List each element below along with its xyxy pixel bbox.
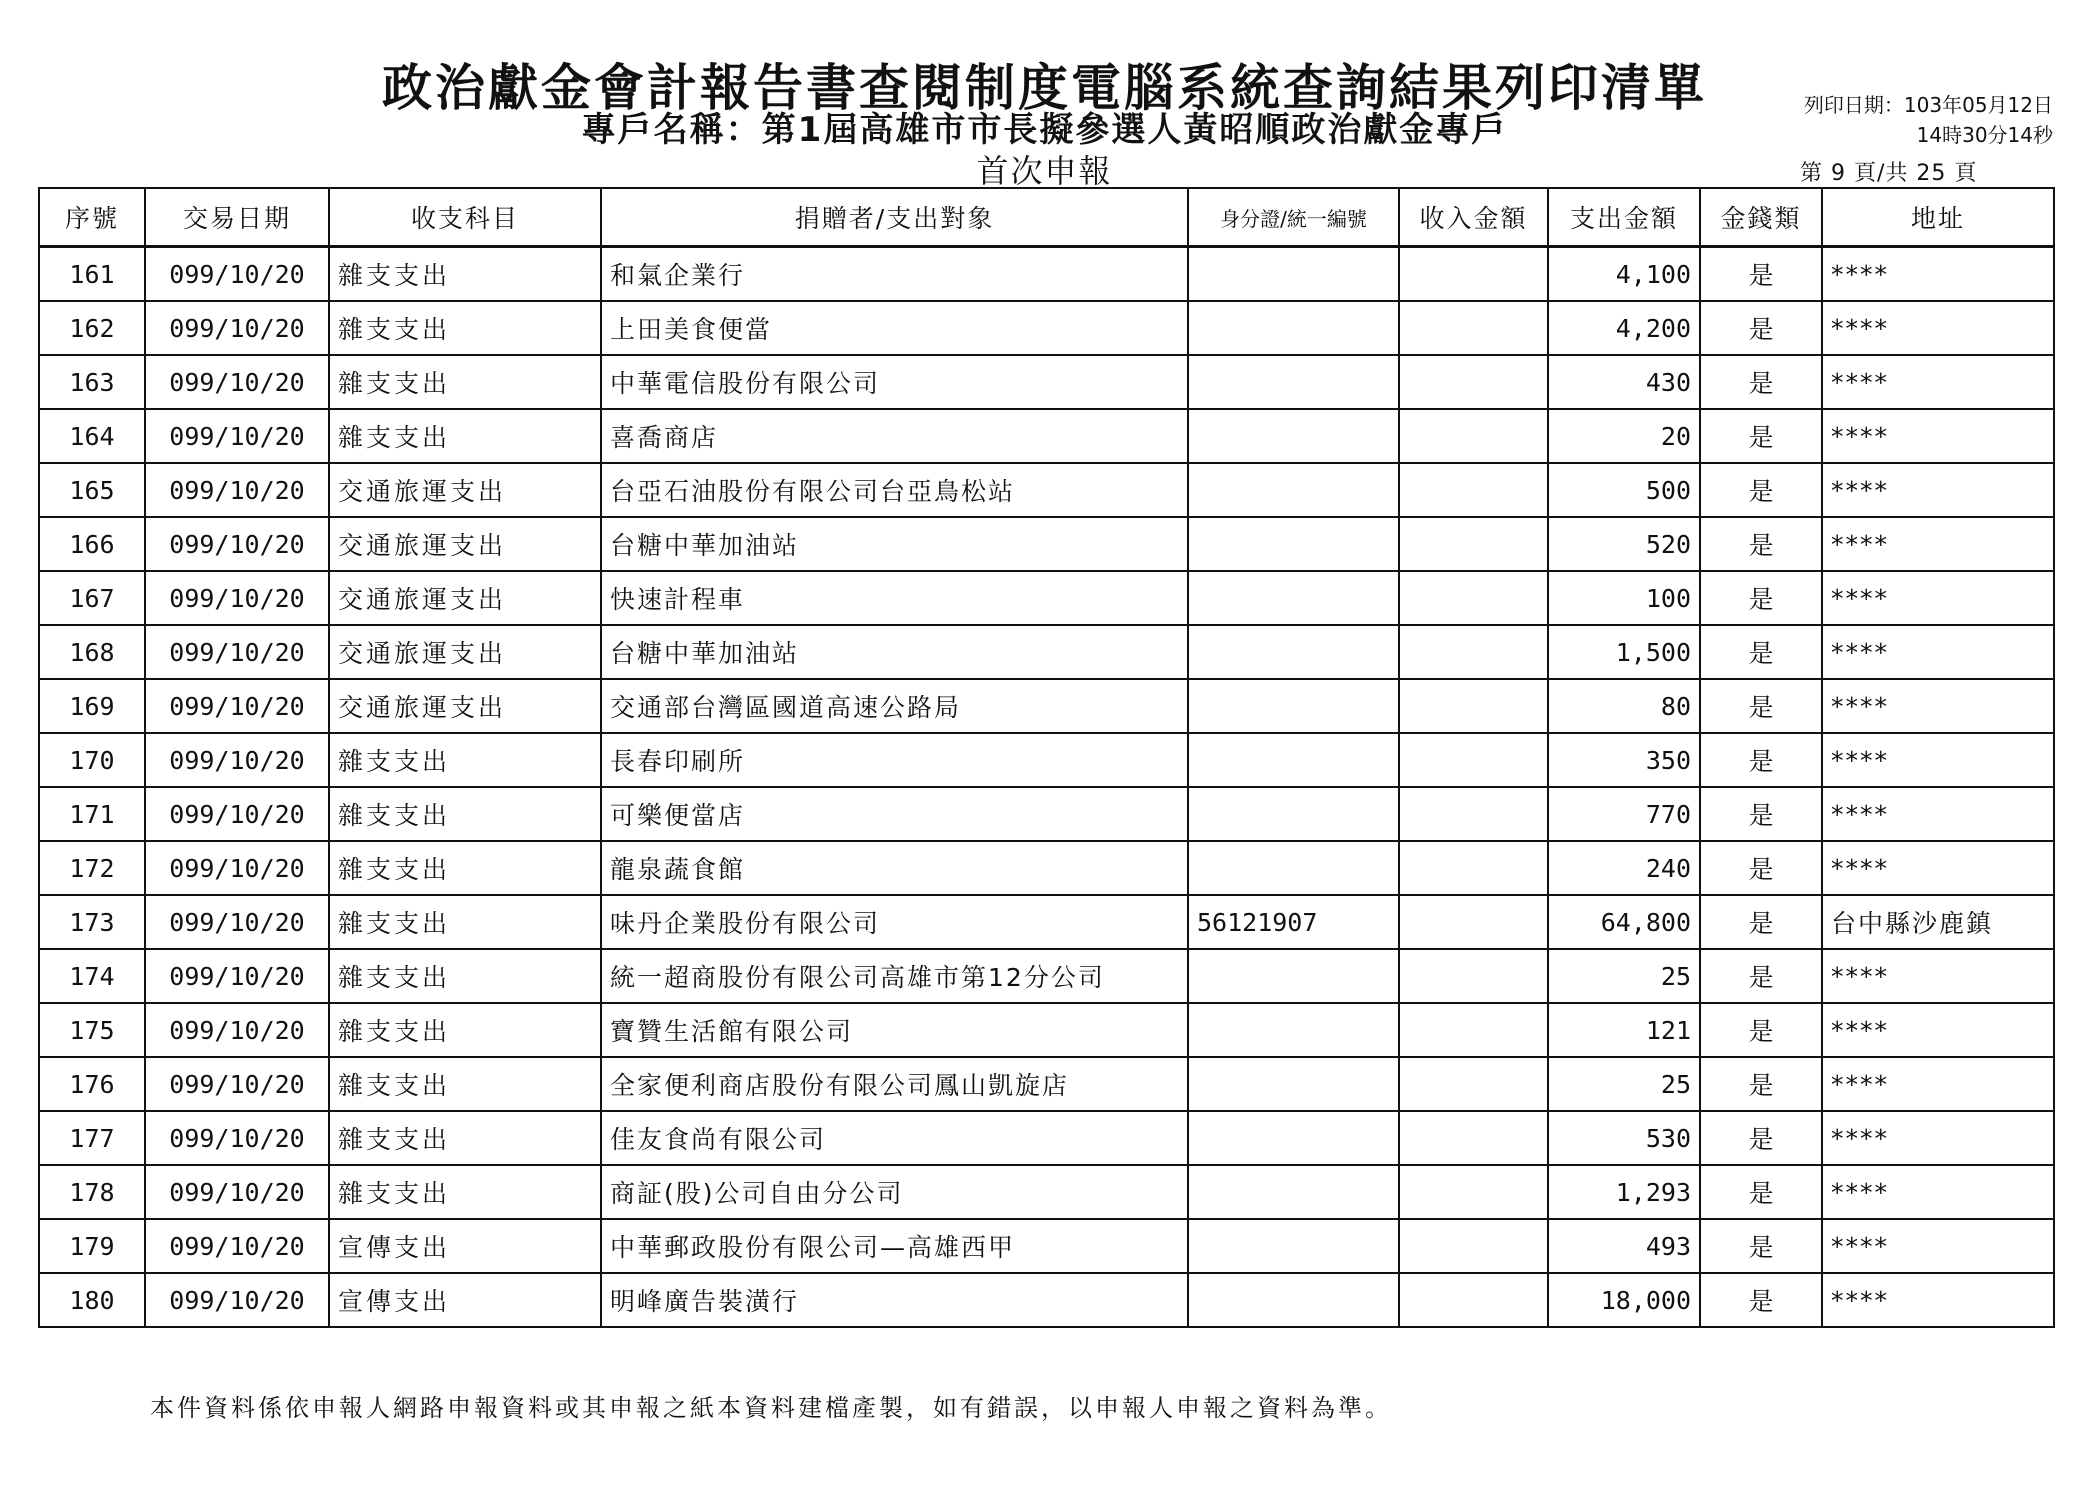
payee-name-cell: 統一超商股份有限公司高雄市第12分公司 bbox=[601, 949, 1188, 1003]
cash-flag-cell: 是 bbox=[1700, 949, 1822, 1003]
income-amount-cell bbox=[1399, 301, 1548, 355]
table-header-row bbox=[39, 188, 2054, 247]
tax-id-cell bbox=[1188, 355, 1399, 409]
payee-name-cell: 和氣企業行 bbox=[601, 247, 1188, 302]
payee-name-cell: 寶贊生活館有限公司 bbox=[601, 1003, 1188, 1057]
income-amount-cell bbox=[1399, 1057, 1548, 1111]
row-number-cell: 180 bbox=[39, 1273, 145, 1327]
row-number-cell: 176 bbox=[39, 1057, 145, 1111]
income-amount-cell bbox=[1399, 841, 1548, 895]
expense-category-cell: 雜支支出 bbox=[329, 1165, 601, 1219]
tax-id-cell bbox=[1188, 1219, 1399, 1273]
expense-amount-cell: 493 bbox=[1548, 1219, 1700, 1273]
ledger-body bbox=[39, 247, 2054, 1328]
expense-category-cell: 雜支支出 bbox=[329, 355, 601, 409]
row-number-cell: 169 bbox=[39, 679, 145, 733]
income-amount-cell bbox=[1399, 1111, 1548, 1165]
address-cell: **** bbox=[1822, 1219, 2054, 1273]
expense-amount-cell: 20 bbox=[1548, 409, 1700, 463]
payee-name-cell: 商証(股)公司自由分公司 bbox=[601, 1165, 1188, 1219]
address-cell: **** bbox=[1822, 301, 2054, 355]
tax-id-cell: 56121907 bbox=[1188, 895, 1399, 949]
table-row bbox=[39, 1273, 2054, 1327]
payee-name-cell: 味丹企業股份有限公司 bbox=[601, 895, 1188, 949]
account-name: 專戶名稱：第1屆高雄市市長擬參選人黃昭順政治獻金專戶 bbox=[581, 110, 1508, 150]
table-row bbox=[39, 949, 2054, 1003]
tax-id-cell bbox=[1188, 1003, 1399, 1057]
expense-amount-cell: 500 bbox=[1548, 463, 1700, 517]
expense-amount-cell: 520 bbox=[1548, 517, 1700, 571]
tax-id-cell bbox=[1188, 787, 1399, 841]
table-row bbox=[39, 1057, 2054, 1111]
address-cell: **** bbox=[1822, 679, 2054, 733]
cash-flag-cell: 是 bbox=[1700, 1165, 1822, 1219]
expense-amount-cell: 770 bbox=[1548, 787, 1700, 841]
page-indicator: 第 9 頁/共 25 頁 bbox=[1800, 161, 1978, 186]
transaction-date-cell: 099/10/20 bbox=[145, 409, 329, 463]
income-amount-cell bbox=[1399, 571, 1548, 625]
row-number-cell: 166 bbox=[39, 517, 145, 571]
payee-name-cell: 明峰廣告裝潢行 bbox=[601, 1273, 1188, 1327]
payee-name-cell: 上田美食便當 bbox=[601, 301, 1188, 355]
cash-flag-cell: 是 bbox=[1700, 463, 1822, 517]
transaction-date-cell: 099/10/20 bbox=[145, 679, 329, 733]
transaction-date-cell: 099/10/20 bbox=[145, 355, 329, 409]
report-title: 政治獻金會計報告書查閱制度電腦系統查詢結果列印清單 bbox=[382, 59, 1707, 117]
col-header-item: 收支科目 bbox=[329, 188, 601, 247]
address-cell: **** bbox=[1822, 1003, 2054, 1057]
transaction-date-cell: 099/10/20 bbox=[145, 949, 329, 1003]
table-row bbox=[39, 1165, 2054, 1219]
cash-flag-cell: 是 bbox=[1700, 895, 1822, 949]
row-number-cell: 177 bbox=[39, 1111, 145, 1165]
row-number-cell: 178 bbox=[39, 1165, 145, 1219]
table-row bbox=[39, 247, 2054, 302]
address-cell: **** bbox=[1822, 1165, 2054, 1219]
expense-category-cell: 雜支支出 bbox=[329, 787, 601, 841]
footer-note: 本件資料係依申報人網路申報資料或其申報之紙本資料建檔產製，如有錯誤，以申報人申報之資料為準。 bbox=[150, 1394, 1392, 1422]
address-cell: **** bbox=[1822, 247, 2054, 302]
ledger-table bbox=[38, 187, 2055, 1328]
payee-name-cell: 交通部台灣區國道高速公路局 bbox=[601, 679, 1188, 733]
expense-category-cell: 雜支支出 bbox=[329, 733, 601, 787]
expense-category-cell: 宣傳支出 bbox=[329, 1273, 601, 1327]
row-number-cell: 162 bbox=[39, 301, 145, 355]
table-row bbox=[39, 1219, 2054, 1273]
transaction-date-cell: 099/10/20 bbox=[145, 1003, 329, 1057]
transaction-date-cell: 099/10/20 bbox=[145, 463, 329, 517]
expense-amount-cell: 80 bbox=[1548, 679, 1700, 733]
payee-name-cell: 台亞石油股份有限公司台亞鳥松站 bbox=[601, 463, 1188, 517]
table-row bbox=[39, 895, 2054, 949]
cash-flag-cell: 是 bbox=[1700, 1111, 1822, 1165]
income-amount-cell bbox=[1399, 517, 1548, 571]
col-header-income: 收入金額 bbox=[1399, 188, 1548, 247]
row-number-cell: 163 bbox=[39, 355, 145, 409]
address-cell: **** bbox=[1822, 1111, 2054, 1165]
cash-flag-cell: 是 bbox=[1700, 787, 1822, 841]
print-date bbox=[1693, 90, 2053, 150]
payee-name-cell: 喜喬商店 bbox=[601, 409, 1188, 463]
payee-name-cell: 中華電信股份有限公司 bbox=[601, 355, 1188, 409]
transaction-date-cell: 099/10/20 bbox=[145, 787, 329, 841]
expense-category-cell: 交通旅運支出 bbox=[329, 625, 601, 679]
cash-flag-cell: 是 bbox=[1700, 679, 1822, 733]
income-amount-cell bbox=[1399, 409, 1548, 463]
cash-flag-cell: 是 bbox=[1700, 733, 1822, 787]
expense-amount-cell: 4,100 bbox=[1548, 247, 1700, 302]
tax-id-cell bbox=[1188, 625, 1399, 679]
address-cell: **** bbox=[1822, 733, 2054, 787]
expense-amount-cell: 121 bbox=[1548, 1003, 1700, 1057]
expense-amount-cell: 64,800 bbox=[1548, 895, 1700, 949]
payee-name-cell: 佳友食尚有限公司 bbox=[601, 1111, 1188, 1165]
row-number-cell: 167 bbox=[39, 571, 145, 625]
expense-amount-cell: 530 bbox=[1548, 1111, 1700, 1165]
address-cell: **** bbox=[1822, 409, 2054, 463]
expense-amount-cell: 100 bbox=[1548, 571, 1700, 625]
print-time-line: 14時30分14秒 bbox=[1916, 123, 2053, 147]
tax-id-cell bbox=[1188, 733, 1399, 787]
tax-id-cell bbox=[1188, 1057, 1399, 1111]
cash-flag-cell: 是 bbox=[1700, 1273, 1822, 1327]
transaction-date-cell: 099/10/20 bbox=[145, 301, 329, 355]
cash-flag-cell: 是 bbox=[1700, 625, 1822, 679]
col-header-target: 捐贈者/支出對象 bbox=[601, 188, 1188, 247]
payee-name-cell: 全家便利商店股份有限公司鳳山凱旋店 bbox=[601, 1057, 1188, 1111]
expense-category-cell: 雜支支出 bbox=[329, 301, 601, 355]
transaction-date-cell: 099/10/20 bbox=[145, 571, 329, 625]
address-cell: **** bbox=[1822, 841, 2054, 895]
expense-amount-cell: 240 bbox=[1548, 841, 1700, 895]
report-subtitle: 首次申報 bbox=[976, 152, 1113, 190]
income-amount-cell bbox=[1399, 895, 1548, 949]
row-number-cell: 161 bbox=[39, 247, 145, 302]
tax-id-cell bbox=[1188, 463, 1399, 517]
row-number-cell: 173 bbox=[39, 895, 145, 949]
expense-category-cell: 交通旅運支出 bbox=[329, 679, 601, 733]
tax-id-cell bbox=[1188, 247, 1399, 302]
cash-flag-cell: 是 bbox=[1700, 841, 1822, 895]
expense-category-cell: 宣傳支出 bbox=[329, 1219, 601, 1273]
transaction-date-cell: 099/10/20 bbox=[145, 733, 329, 787]
cash-flag-cell: 是 bbox=[1700, 247, 1822, 302]
row-number-cell: 168 bbox=[39, 625, 145, 679]
income-amount-cell bbox=[1399, 247, 1548, 302]
table-row bbox=[39, 409, 2054, 463]
address-cell: **** bbox=[1822, 355, 2054, 409]
expense-category-cell: 雜支支出 bbox=[329, 247, 601, 302]
tax-id-cell bbox=[1188, 679, 1399, 733]
table-row bbox=[39, 517, 2054, 571]
col-header-no: 序號 bbox=[39, 188, 145, 247]
expense-category-cell: 雜支支出 bbox=[329, 1111, 601, 1165]
tax-id-cell bbox=[1188, 409, 1399, 463]
cash-flag-cell: 是 bbox=[1700, 301, 1822, 355]
expense-category-cell: 雜支支出 bbox=[329, 1057, 601, 1111]
cash-flag-cell: 是 bbox=[1700, 355, 1822, 409]
tax-id-cell bbox=[1188, 1273, 1399, 1327]
cash-flag-cell: 是 bbox=[1700, 1057, 1822, 1111]
table-row bbox=[39, 625, 2054, 679]
table-row bbox=[39, 463, 2054, 517]
tax-id-cell bbox=[1188, 571, 1399, 625]
payee-name-cell: 龍泉蔬食館 bbox=[601, 841, 1188, 895]
income-amount-cell bbox=[1399, 355, 1548, 409]
tax-id-cell bbox=[1188, 1111, 1399, 1165]
expense-category-cell: 雜支支出 bbox=[329, 1003, 601, 1057]
transaction-date-cell: 099/10/20 bbox=[145, 841, 329, 895]
address-cell: **** bbox=[1822, 625, 2054, 679]
row-number-cell: 165 bbox=[39, 463, 145, 517]
table-row bbox=[39, 301, 2054, 355]
tax-id-cell bbox=[1188, 301, 1399, 355]
address-cell: **** bbox=[1822, 571, 2054, 625]
expense-amount-cell: 4,200 bbox=[1548, 301, 1700, 355]
transaction-date-cell: 099/10/20 bbox=[145, 1219, 329, 1273]
row-number-cell: 172 bbox=[39, 841, 145, 895]
transaction-date-cell: 099/10/20 bbox=[145, 247, 329, 302]
income-amount-cell bbox=[1399, 1219, 1548, 1273]
row-number-cell: 170 bbox=[39, 733, 145, 787]
expense-category-cell: 雜支支出 bbox=[329, 409, 601, 463]
payee-name-cell: 台糖中華加油站 bbox=[601, 517, 1188, 571]
row-number-cell: 174 bbox=[39, 949, 145, 1003]
expense-amount-cell: 350 bbox=[1548, 733, 1700, 787]
col-header-cash: 金錢類 bbox=[1700, 188, 1822, 247]
address-cell: **** bbox=[1822, 1273, 2054, 1327]
income-amount-cell bbox=[1399, 1273, 1548, 1327]
income-amount-cell bbox=[1399, 787, 1548, 841]
expense-category-cell: 雜支支出 bbox=[329, 949, 601, 1003]
row-number-cell: 171 bbox=[39, 787, 145, 841]
payee-name-cell: 台糖中華加油站 bbox=[601, 625, 1188, 679]
table-row bbox=[39, 1003, 2054, 1057]
expense-amount-cell: 25 bbox=[1548, 1057, 1700, 1111]
tax-id-cell bbox=[1188, 841, 1399, 895]
expense-category-cell: 交通旅運支出 bbox=[329, 571, 601, 625]
expense-category-cell: 雜支支出 bbox=[329, 841, 601, 895]
income-amount-cell bbox=[1399, 679, 1548, 733]
address-cell: **** bbox=[1822, 949, 2054, 1003]
transaction-date-cell: 099/10/20 bbox=[145, 517, 329, 571]
cash-flag-cell: 是 bbox=[1700, 571, 1822, 625]
transaction-date-cell: 099/10/20 bbox=[145, 625, 329, 679]
col-header-id: 身分證/統一編號 bbox=[1188, 188, 1399, 247]
expense-category-cell: 交通旅運支出 bbox=[329, 463, 601, 517]
table-row bbox=[39, 355, 2054, 409]
tax-id-cell bbox=[1188, 1165, 1399, 1219]
table-row bbox=[39, 787, 2054, 841]
col-header-expense: 支出金額 bbox=[1548, 188, 1700, 247]
row-number-cell: 175 bbox=[39, 1003, 145, 1057]
address-cell: **** bbox=[1822, 517, 2054, 571]
income-amount-cell bbox=[1399, 1003, 1548, 1057]
income-amount-cell bbox=[1399, 625, 1548, 679]
expense-amount-cell: 1,293 bbox=[1548, 1165, 1700, 1219]
table-row bbox=[39, 571, 2054, 625]
cash-flag-cell: 是 bbox=[1700, 1219, 1822, 1273]
expense-category-cell: 交通旅運支出 bbox=[329, 517, 601, 571]
payee-name-cell: 中華郵政股份有限公司—高雄西甲 bbox=[601, 1219, 1188, 1273]
transaction-date-cell: 099/10/20 bbox=[145, 1273, 329, 1327]
address-cell: **** bbox=[1822, 787, 2054, 841]
table-row bbox=[39, 733, 2054, 787]
payee-name-cell: 長春印刷所 bbox=[601, 733, 1188, 787]
income-amount-cell bbox=[1399, 1165, 1548, 1219]
table-row bbox=[39, 679, 2054, 733]
cash-flag-cell: 是 bbox=[1700, 1003, 1822, 1057]
income-amount-cell bbox=[1399, 733, 1548, 787]
print-date-line: 列印日期：103年05月12日 bbox=[1803, 93, 2053, 117]
expense-category-cell: 雜支支出 bbox=[329, 895, 601, 949]
transaction-date-cell: 099/10/20 bbox=[145, 1057, 329, 1111]
tax-id-cell bbox=[1188, 517, 1399, 571]
cash-flag-cell: 是 bbox=[1700, 409, 1822, 463]
expense-amount-cell: 430 bbox=[1548, 355, 1700, 409]
table-row bbox=[39, 1111, 2054, 1165]
tax-id-cell bbox=[1188, 949, 1399, 1003]
transaction-date-cell: 099/10/20 bbox=[145, 1111, 329, 1165]
transaction-date-cell: 099/10/20 bbox=[145, 895, 329, 949]
table-row bbox=[39, 841, 2054, 895]
address-cell: **** bbox=[1822, 1057, 2054, 1111]
payee-name-cell: 可樂便當店 bbox=[601, 787, 1188, 841]
row-number-cell: 164 bbox=[39, 409, 145, 463]
col-header-date: 交易日期 bbox=[145, 188, 329, 247]
income-amount-cell bbox=[1399, 949, 1548, 1003]
address-cell: 台中縣沙鹿鎮 bbox=[1822, 895, 2054, 949]
col-header-address: 地址 bbox=[1822, 188, 2054, 247]
cash-flag-cell: 是 bbox=[1700, 517, 1822, 571]
expense-amount-cell: 25 bbox=[1548, 949, 1700, 1003]
address-cell: **** bbox=[1822, 463, 2054, 517]
income-amount-cell bbox=[1399, 463, 1548, 517]
transaction-date-cell: 099/10/20 bbox=[145, 1165, 329, 1219]
row-number-cell: 179 bbox=[39, 1219, 145, 1273]
expense-amount-cell: 1,500 bbox=[1548, 625, 1700, 679]
payee-name-cell: 快速計程車 bbox=[601, 571, 1188, 625]
expense-amount-cell: 18,000 bbox=[1548, 1273, 1700, 1327]
